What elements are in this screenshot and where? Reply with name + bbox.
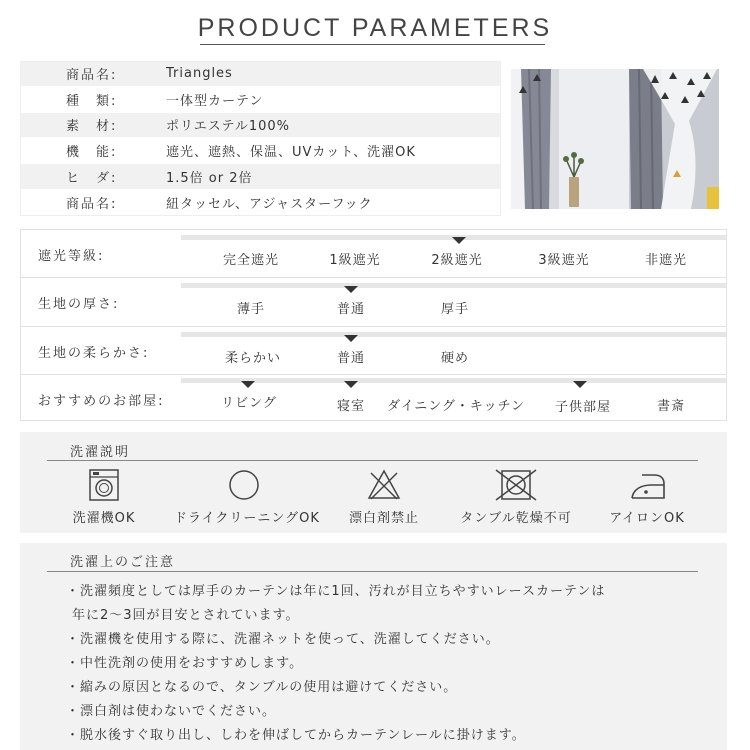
spec-row [20,87,500,113]
level-row-thickness [21,278,726,327]
level-label: 生地の柔らかさ: [38,346,150,361]
washing-divider [47,460,698,461]
spec-value: 一体型カーテン [166,93,264,109]
level-option: 硬め [440,351,470,366]
wash-item [34,468,174,526]
level-option: 1級遮光 [329,253,381,268]
spec-value: ポリエステル100% [166,119,290,135]
selected-marker-icon [344,381,358,388]
level-label: 遮光等級: [38,249,105,264]
product-photo [511,69,719,209]
level-bar [181,332,726,337]
iron-icon [624,468,670,502]
level-option: 子供部屋 [554,400,612,415]
note-item: ・中性洗剤の使用をおすすめします。 [66,656,304,671]
note-item: ・脱水後すぐ取り出し、しわを伸ばしてからカーテンレールに掛けます。 [66,728,526,743]
washing-machine-icon [88,468,120,502]
washing-section [20,432,727,533]
level-option: 普通 [336,302,366,317]
levels-table [20,229,727,421]
level-row-rooms [21,375,726,421]
wash-item [446,468,586,526]
level-bar [181,283,726,288]
spec-row [20,61,500,87]
spec-row [20,113,500,139]
wash-label: 漂白剤禁止 [348,511,419,526]
wash-label: ドライクリーニングOK [174,511,320,526]
level-option: リビング [221,396,277,411]
level-row-softness [21,327,726,375]
level-label: 生地の厚さ: [38,297,120,312]
notes-list [66,580,686,748]
title-underline [200,44,545,45]
level-option: ダイニング・キッチン [386,399,526,414]
note-item: ・漂白剤は使わないでください。 [66,704,277,719]
spec-row [20,138,500,164]
note-item: ・洗濯頻度としては厚手のカーテンは年に1回、汚れが目立ちやすいレースカーテンは [66,584,606,599]
spec-key: 商品名: [66,196,118,212]
dry-cleaning-icon [227,468,261,502]
selected-marker-icon [344,335,358,342]
note-item: ・洗濯機を使用する際に、洗濯ネットを使って、洗濯してください。 [66,632,500,647]
selected-marker-icon [573,381,587,388]
spec-table [20,61,500,216]
wash-label: 洗濯機OK [72,511,136,526]
wash-item [314,468,454,526]
notes-title: 洗濯上のご注意 [70,555,176,570]
spec-value: 1.5倍 or 2倍 [166,171,253,187]
note-item: 年に2～3回が目安とされています。 [72,608,300,623]
wash-item [174,468,320,526]
level-option: 書斎 [656,399,686,414]
spec-key: 種 類: [66,93,118,109]
no-tumble-dry-icon [494,468,538,502]
level-option: 寝室 [336,399,366,414]
level-bar [181,378,726,383]
selected-marker-icon [344,286,358,293]
spec-key: 素 材: [66,119,118,135]
level-option: 薄手 [236,302,266,317]
note-item: ・縮みの原因となるので、タンブルの使用は避けてください。 [66,680,458,695]
page-title: PRODUCT PARAMETERS [197,14,553,42]
level-option: 3級遮光 [538,253,590,268]
notes-divider [47,571,698,572]
spec-value: 紐タッセル、アジャスターフック [166,196,373,212]
washing-title: 洗濯説明 [70,445,131,460]
washing-notes-section [20,543,727,750]
spec-key: ヒ ダ: [66,171,118,187]
level-option: 非遮光 [644,253,688,268]
spec-key: 機 能: [66,145,118,161]
no-bleach-icon [366,468,402,502]
wash-label: タンブル乾燥不可 [460,511,572,526]
spec-row [20,164,500,190]
wash-item [577,468,717,526]
wash-label: アイロンOK [609,511,685,526]
level-option: 柔らかい [224,351,282,366]
spec-value: Triangles [166,65,233,81]
level-option: 厚手 [440,302,470,317]
selected-marker-icon [241,381,255,388]
selected-marker-icon [452,237,466,244]
level-label: おすすめのお部屋: [38,394,165,409]
spec-row [20,190,500,216]
level-option: 完全遮光 [222,253,280,268]
level-option: 普通 [336,351,366,366]
level-row-shading [21,230,726,278]
spec-value: 遮光、遮熱、保温、UVカット、洗濯OK [166,145,416,161]
spec-key: 商品名: [66,67,118,83]
level-option: 2級遮光 [431,253,483,268]
